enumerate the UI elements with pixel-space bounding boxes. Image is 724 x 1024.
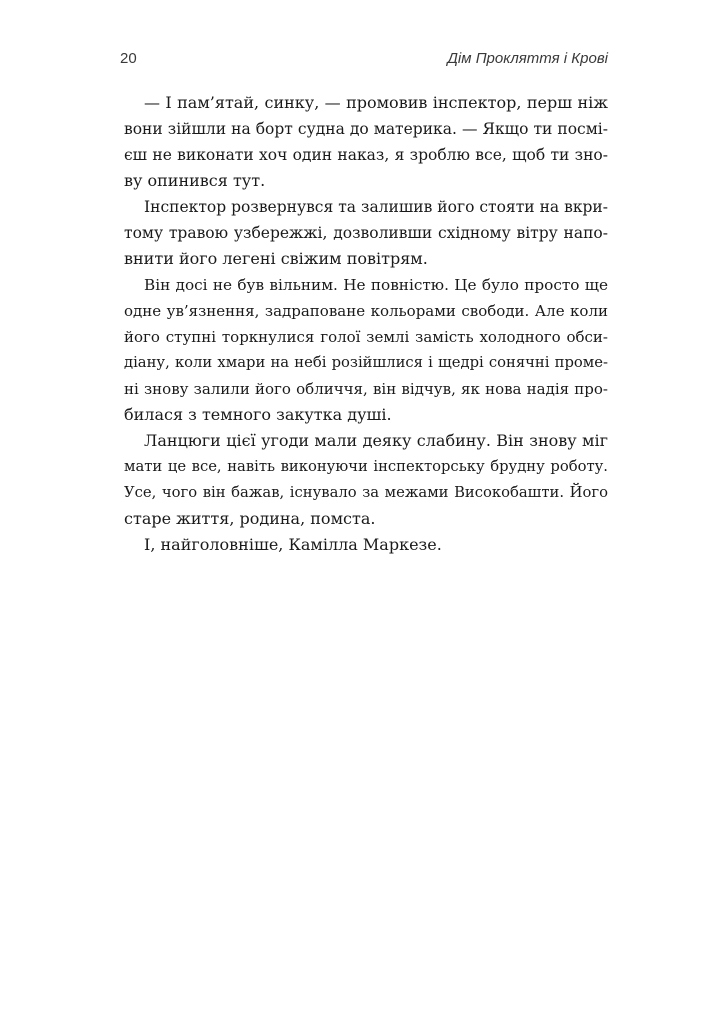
paragraph-3 bbox=[124, 272, 608, 428]
paragraph-2 bbox=[124, 194, 608, 272]
book-title: Дім Прокляття і Крові bbox=[447, 50, 608, 67]
text-line: старе життя, родина, помста. bbox=[124, 509, 376, 528]
text-line: внити його легені свіжим повітрям. bbox=[124, 249, 428, 268]
text-line: діану, коли хмари на небі розійшлися і щедрі сонячні проме- bbox=[124, 354, 608, 371]
text-line: його ступні торкнулися голої землі замість холодного обси- bbox=[124, 328, 608, 346]
text-line: Інспектор розвернувся та залишив його стояти на вкри- bbox=[144, 198, 608, 216]
text-line: єш не виконати хоч один наказ, я зроблю все, щоб ти зно- bbox=[124, 146, 608, 164]
text-line: вони зійшли на борт судна до материка. — Якщо ти посмі- bbox=[124, 120, 608, 138]
text-line: мати це все, навіть виконуючи інспекторську брудну роботу. bbox=[124, 458, 608, 475]
paragraph-1 bbox=[124, 90, 608, 194]
text-line: І, найголовніше, Камілла Маркезе. bbox=[144, 535, 442, 554]
body-text bbox=[124, 90, 608, 558]
text-line: ву опинився тут. bbox=[124, 171, 266, 190]
page-number: 20 bbox=[120, 50, 137, 67]
text-line: ні знову залили його обличчя, він відчув, як нова надія про- bbox=[124, 380, 608, 398]
text-line: тому травою узбережжі, дозволивши східному вітру напо- bbox=[124, 224, 608, 242]
text-line: — І пам’ятай, синку, — промовив інспектор, перш ніж bbox=[144, 93, 608, 112]
running-head bbox=[120, 50, 608, 72]
text-line: билася з темного закутка душі. bbox=[124, 405, 392, 424]
text-line: Усе, чого він бажав, існувало за межами Високобашти. Його bbox=[124, 484, 608, 501]
paragraph-4 bbox=[124, 428, 608, 532]
text-line: одне ув’язнення, задраповане кольорами свободи. Але коли bbox=[124, 302, 608, 320]
text-line: Він досі не був вільним. Не повністю. Це було просто ще bbox=[144, 276, 608, 294]
text-line: Ланцюги цієї угоди мали деяку слабину. Він знову міг bbox=[144, 431, 608, 450]
paragraph-5 bbox=[124, 532, 608, 558]
